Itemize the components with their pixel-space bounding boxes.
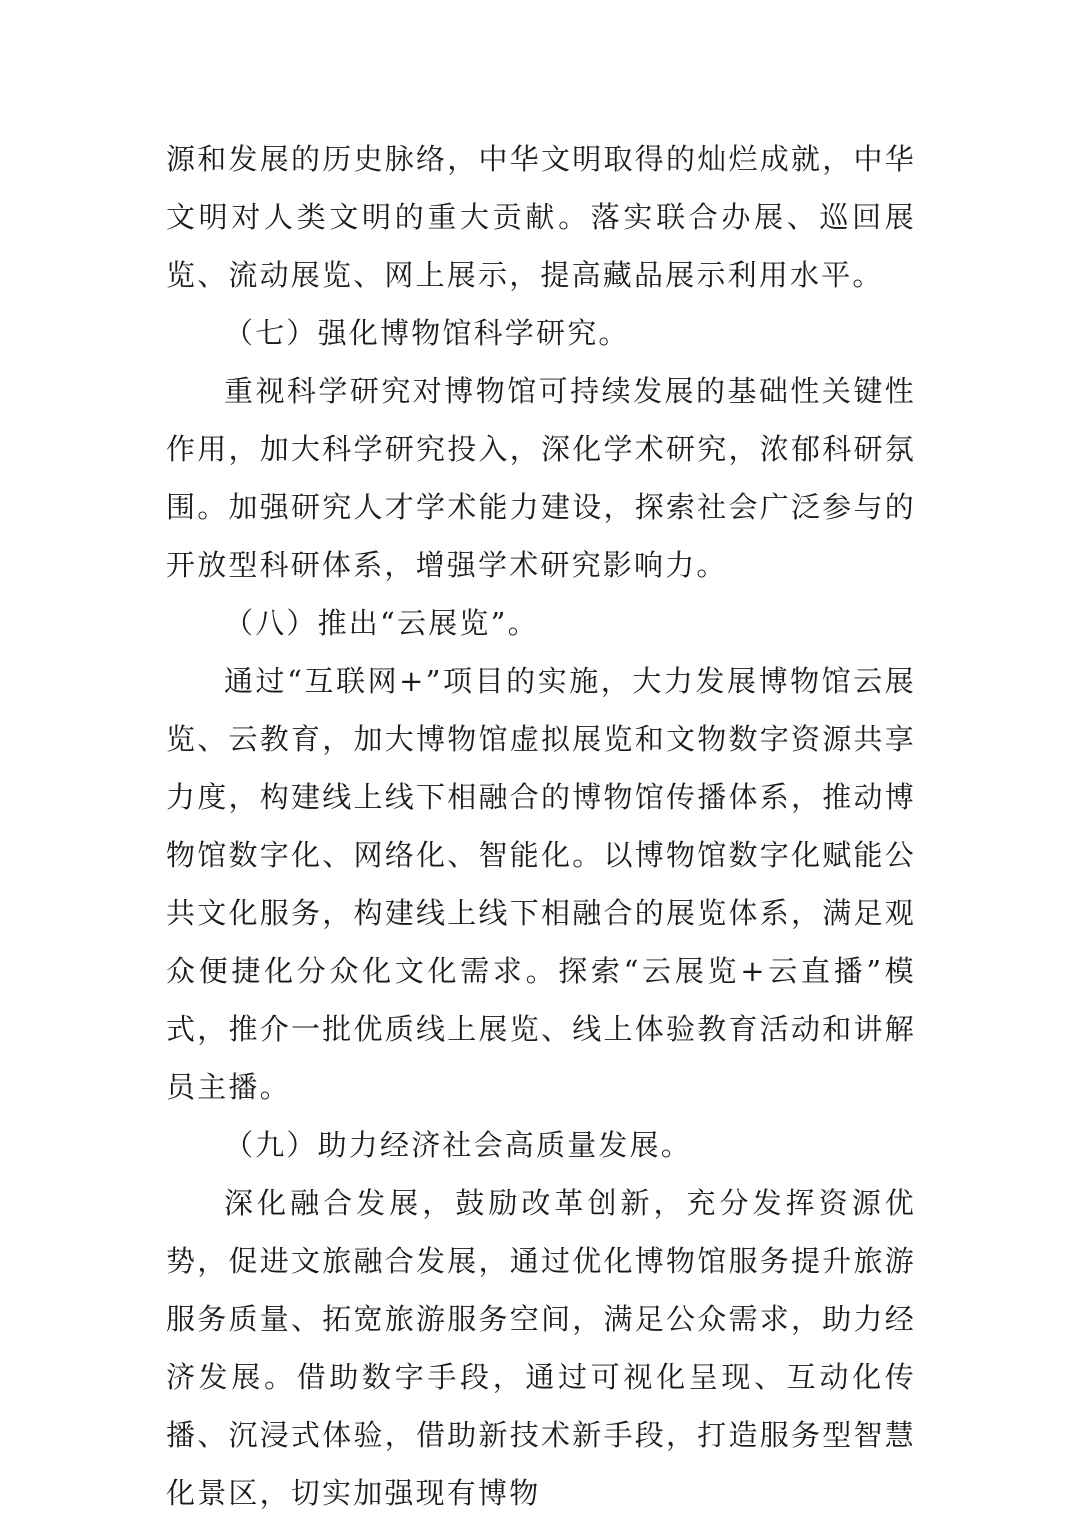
section-heading-7: （七）强化博物馆科学研究。: [224, 316, 630, 350]
paragraph-economic-development: 深化融合发展，鼓励改革创新，充分发挥资源优势，促进文旅融合发展，通过优化博物馆服务提升旅游服务质量、拓宽旅游服务空间，满足公众需求，助力经济发展。借助数字手段，通过可视化呈现、互动化传播、沉浸式体验，借助新技术新手段，打造服务型智慧化景区，切实加强现有博物: [166, 1186, 916, 1510]
paragraph-research: 重视科学研究对博物馆可持续发展的基础性关键性作用，加大科学研究投入，深化学术研究，浓郁科研氛围。加强研究人才学术能力建设，探索社会广泛参与的开放型科研体系，增强学术研究影响力。: [166, 374, 916, 582]
section-heading-9: （九）助力经济社会高质量发展。: [224, 1128, 693, 1162]
paragraph-cloud-exhibition: 通过“互联网+”项目的实施，大力发展博物馆云展览、云教育，加大博物馆虚拟展览和文物数字资源共享力度，构建线上线下相融合的博物馆传播体系，推动博物馆数字化、网络化、智能化。以博物馆数字化赋能公共文化服务，构建线上线下相融合的展览体系，满足观众便捷化分众化文化需求。探索“云展览+云直播”模式，推介一批优质线上展览、线上体验教育活动和讲解员主播。: [166, 664, 916, 1104]
section-heading-8: （八）推出“云展览”。: [224, 606, 539, 640]
paragraph-continuation: 源和发展的历史脉络，中华文明取得的灿烂成就，中华文明对人类文明的重大贡献。落实联合办展、巡回展览、流动展览、网上展示，提高藏品展示利用水平。: [166, 142, 916, 292]
document-body: [166, 130, 916, 1522]
